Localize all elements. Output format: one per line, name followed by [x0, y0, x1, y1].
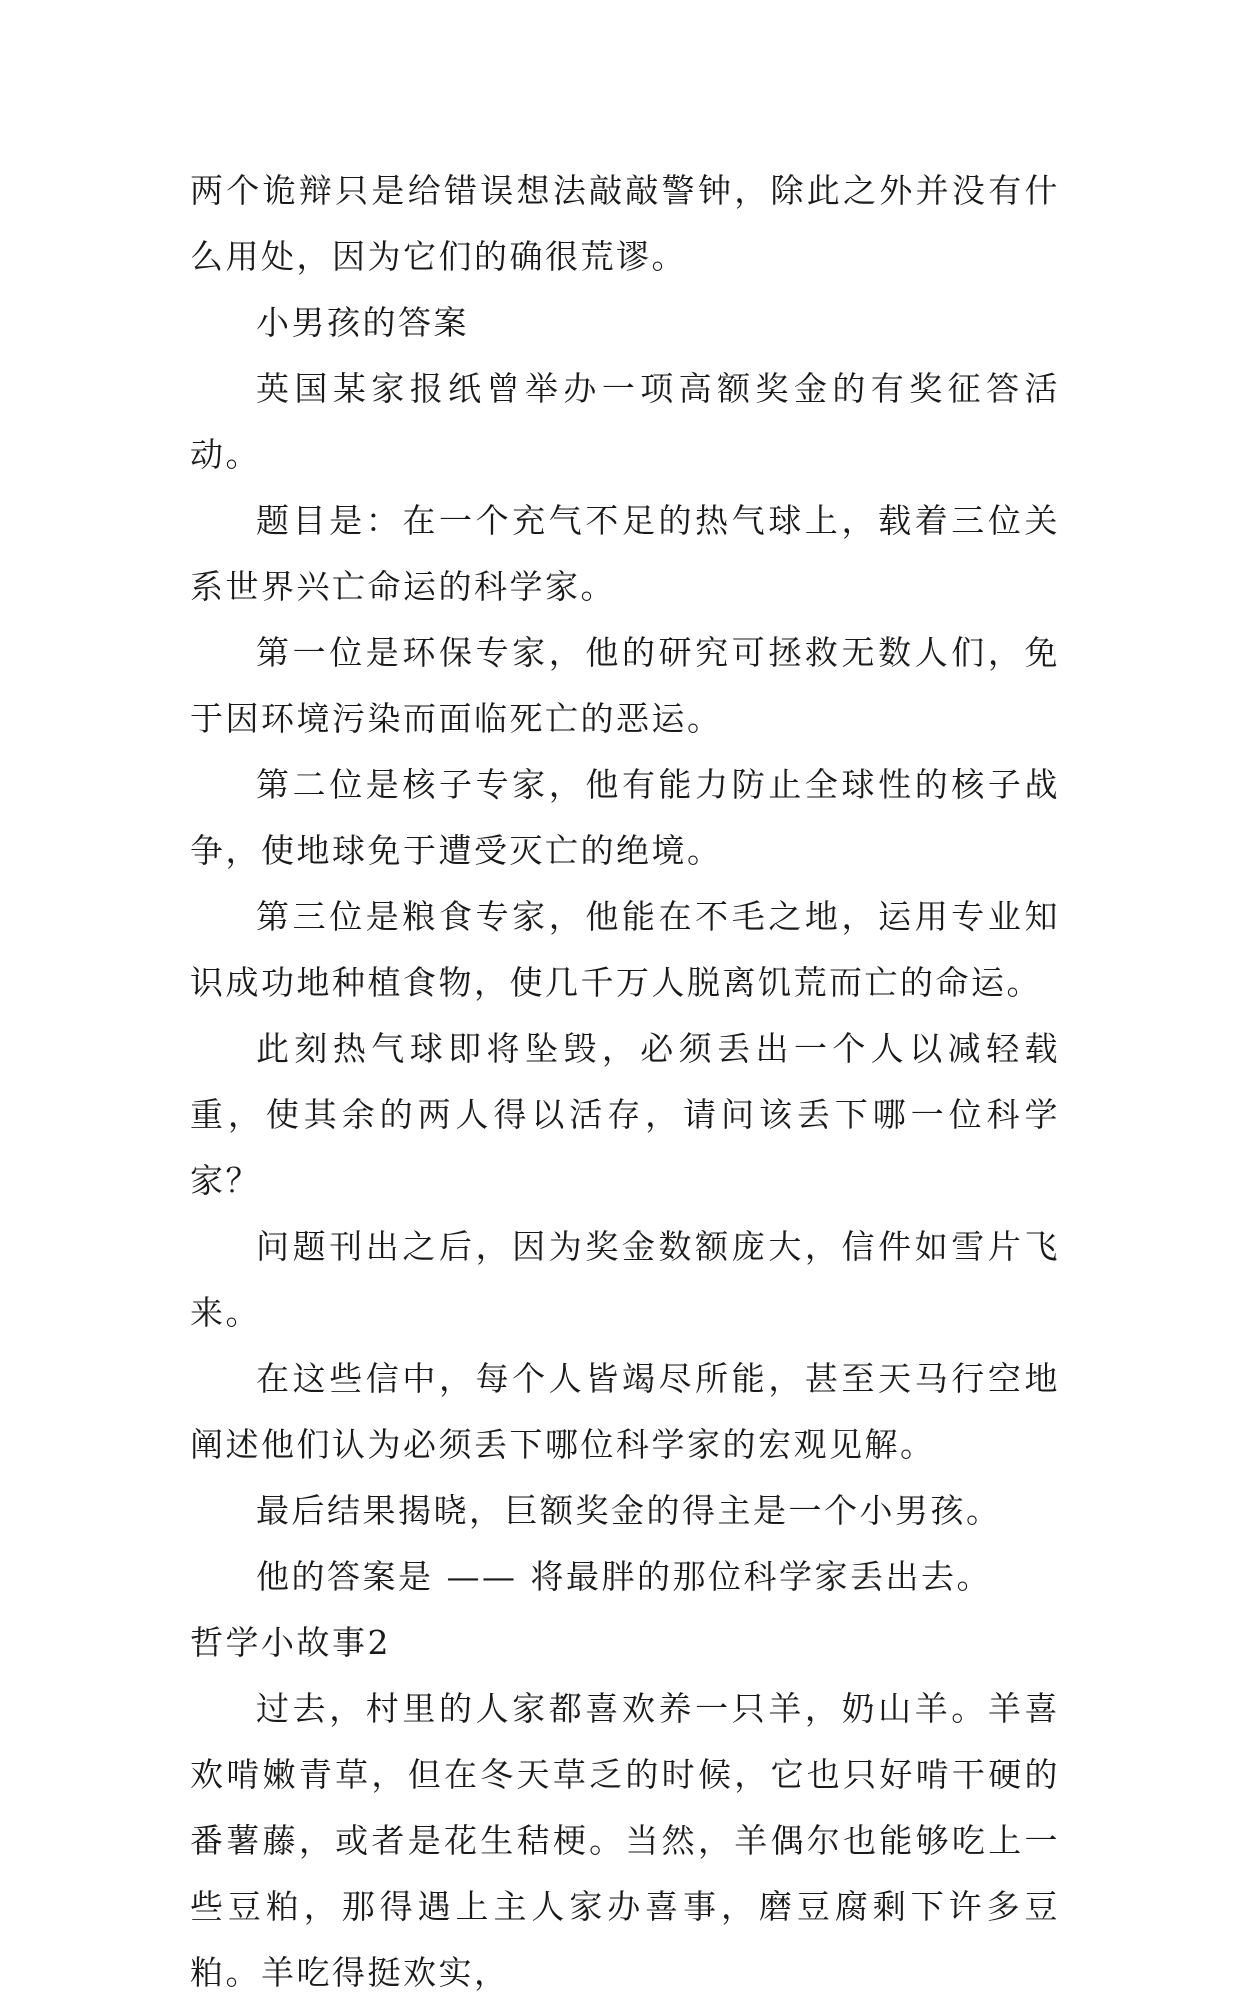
subheading-boy-answer: 小男孩的答案 [256, 303, 469, 342]
paragraph-7: 此刻热气球即将坠毁，必须丢出一个人以减轻载重，使其余的两人得以活存，请问该丢下哪一位科学家？ [190, 1029, 1060, 1200]
paragraph-2: 英国某家报纸曾举办一项高额奖金的有奖征答活动。 [190, 369, 1060, 474]
document-body [190, 158, 1060, 2006]
paragraph-9: 在这些信中，每个人皆竭尽所能，甚至天马行空地阐述他们认为必须丢下哪位科学家的宏观见解。 [190, 1359, 1060, 1464]
paragraph-3: 题目是：在一个充气不足的热气球上，载着三位关系世界兴亡命运的科学家。 [190, 501, 1060, 606]
paragraph-4: 第一位是环保专家，他的研究可拯救无数人们，免于因环境污染而面临死亡的恶运。 [190, 633, 1060, 738]
paragraph-1: 两个诡辩只是给错误想法敲敲警钟，除此之外并没有什么用处，因为它们的确很荒谬。 [190, 171, 1060, 276]
paragraph-10: 最后结果揭晓，巨额奖金的得主是一个小男孩。 [256, 1491, 1002, 1530]
paragraph-11: 他的答案是 —— 将最胖的那位科学家丢出去。 [256, 1557, 992, 1596]
paragraph-6: 第三位是粮食专家，他能在不毛之地，运用专业知识成功地种植食物，使几千万人脱离饥荒而亡的命运。 [190, 897, 1060, 1002]
paragraph-8: 问题刊出之后，因为奖金数额庞大，信件如雪片飞来。 [190, 1227, 1060, 1332]
section-paragraph-1: 过去，村里的人家都喜欢养一只羊，奶山羊。羊喜欢啃嫩青草，但在冬天草乏的时候，它也只好啃干硬的番薯藤，或者是花生秸梗。当然，羊偶尔也能够吃上一些豆粕，那得遇上主人家办喜事，磨豆腐剩下许多豆粕。羊吃得挺欢实， [190, 1689, 1060, 1992]
section-title: 哲学小故事2 [190, 1623, 391, 1662]
paragraph-5: 第二位是核子专家，他有能力防止全球性的核子战争，使地球免于遭受灭亡的绝境。 [190, 765, 1060, 870]
